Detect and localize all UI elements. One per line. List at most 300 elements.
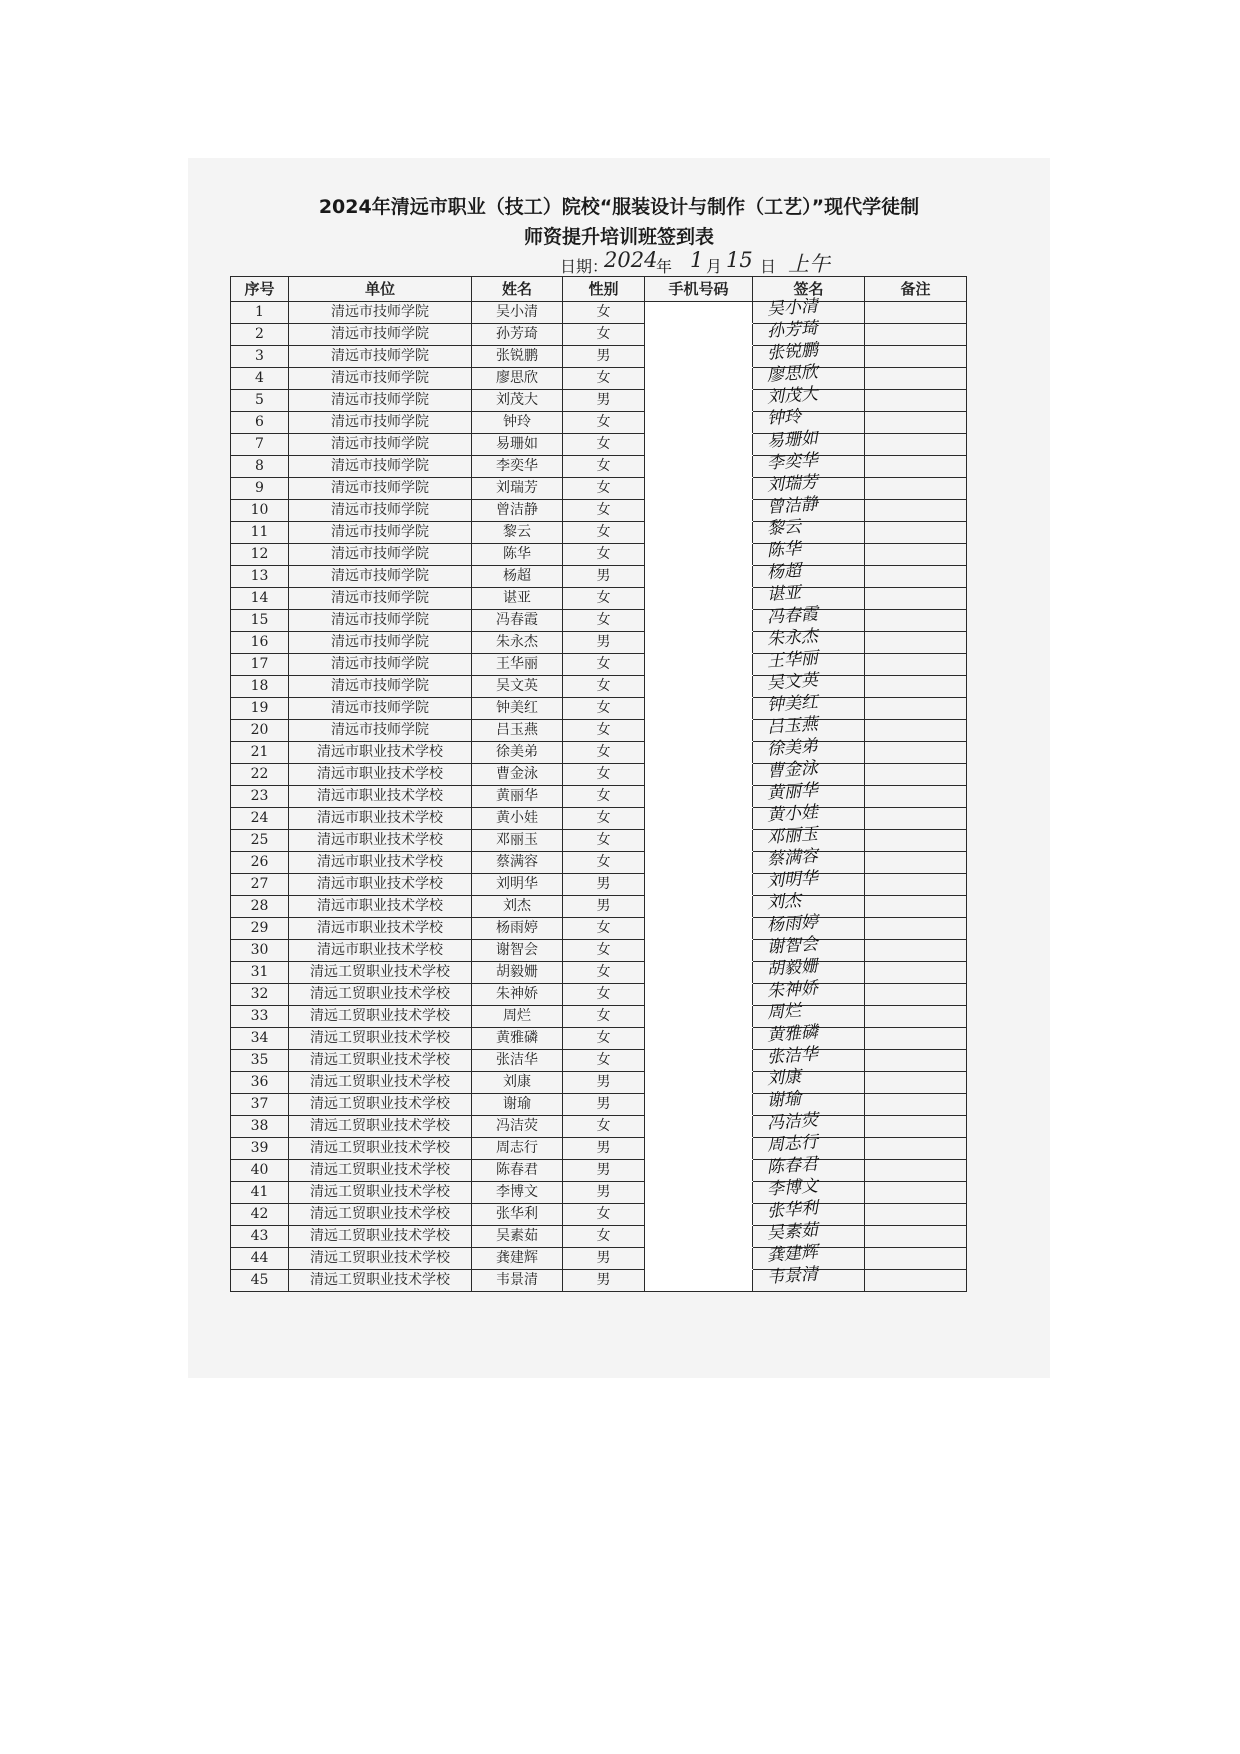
row-remarks xyxy=(865,1160,967,1182)
row-name: 冯春霞 xyxy=(472,610,563,632)
row-signature-cell xyxy=(753,868,865,896)
table-row xyxy=(231,962,967,984)
row-signature-cell xyxy=(753,670,865,698)
row-gender: 女 xyxy=(563,456,645,478)
row-unit: 清远工贸职业技术学校 xyxy=(289,1160,472,1182)
row-name: 黄雅磷 xyxy=(472,1028,563,1050)
row-remarks xyxy=(865,456,967,478)
row-remarks xyxy=(865,830,967,852)
row-signature-cell xyxy=(753,538,865,566)
row-index: 29 xyxy=(231,918,289,940)
row-index: 4 xyxy=(231,368,289,390)
row-phone xyxy=(645,1138,753,1160)
row-unit: 清远市职业技术学校 xyxy=(289,852,472,874)
row-unit: 清远市职业技术学校 xyxy=(289,742,472,764)
row-remarks xyxy=(865,1050,967,1072)
table-row xyxy=(231,1006,967,1028)
handwritten-signature: 周志行 xyxy=(766,1132,819,1156)
row-gender: 女 xyxy=(563,544,645,566)
row-signature-cell xyxy=(753,758,865,786)
row-index: 15 xyxy=(231,610,289,632)
row-gender: 男 xyxy=(563,874,645,896)
row-remarks xyxy=(865,1270,967,1292)
row-gender: 女 xyxy=(563,434,645,456)
row-signature-cell xyxy=(753,1242,865,1270)
table-body xyxy=(231,296,967,1292)
row-index: 42 xyxy=(231,1204,289,1226)
row-name: 陈春君 xyxy=(472,1160,563,1182)
row-name: 钟玲 xyxy=(472,412,563,434)
row-remarks xyxy=(865,698,967,720)
row-unit: 清远市技师学院 xyxy=(289,390,472,412)
row-remarks xyxy=(865,522,967,544)
row-unit: 清远市技师学院 xyxy=(289,588,472,610)
row-index: 30 xyxy=(231,940,289,962)
row-unit: 清远市技师学院 xyxy=(289,456,472,478)
row-remarks xyxy=(865,720,967,742)
row-unit: 清远工贸职业技术学校 xyxy=(289,1050,472,1072)
row-phone xyxy=(645,368,753,390)
row-name: 朱神娇 xyxy=(472,984,563,1006)
table-row xyxy=(231,1094,967,1116)
handwritten-signature: 李奕华 xyxy=(766,450,819,474)
handwritten-signature: 吕玉燕 xyxy=(766,714,819,738)
row-name: 谢瑜 xyxy=(472,1094,563,1116)
row-index: 7 xyxy=(231,434,289,456)
table-row xyxy=(231,346,967,368)
row-signature-cell xyxy=(753,1066,865,1094)
row-phone xyxy=(645,478,753,500)
table-row xyxy=(231,1138,967,1160)
row-index: 9 xyxy=(231,478,289,500)
row-phone xyxy=(645,720,753,742)
handwritten-signature: 陈华 xyxy=(766,538,802,562)
row-name: 张洁华 xyxy=(472,1050,563,1072)
table-row xyxy=(231,742,967,764)
row-phone xyxy=(645,808,753,830)
table-row xyxy=(231,1204,967,1226)
row-index: 10 xyxy=(231,500,289,522)
row-name: 廖思欣 xyxy=(472,368,563,390)
table-row xyxy=(231,412,967,434)
row-gender: 女 xyxy=(563,720,645,742)
handwritten-signature: 刘杰 xyxy=(766,890,802,914)
row-unit: 清远市技师学院 xyxy=(289,654,472,676)
row-gender: 女 xyxy=(563,786,645,808)
row-name: 吴素茹 xyxy=(472,1226,563,1248)
row-remarks xyxy=(865,764,967,786)
row-signature-cell xyxy=(753,516,865,544)
row-index: 34 xyxy=(231,1028,289,1050)
row-signature-cell xyxy=(753,340,865,368)
handwritten-signature: 胡毅姗 xyxy=(766,956,819,980)
row-gender: 女 xyxy=(563,676,645,698)
row-unit: 清远市职业技术学校 xyxy=(289,808,472,830)
table-row xyxy=(231,368,967,390)
row-phone xyxy=(645,830,753,852)
table-row xyxy=(231,676,967,698)
date-label: 日期： xyxy=(560,257,609,276)
row-remarks xyxy=(865,1226,967,1248)
handwritten-signature: 韦景清 xyxy=(766,1264,819,1288)
row-remarks xyxy=(865,368,967,390)
handwritten-signature: 曾洁静 xyxy=(766,494,819,518)
row-remarks xyxy=(865,566,967,588)
header-unit: 单位 xyxy=(289,277,472,302)
row-signature-cell xyxy=(753,1000,865,1028)
row-signature-cell xyxy=(753,318,865,346)
handwritten-signature: 刘明华 xyxy=(766,868,819,892)
row-phone xyxy=(645,1182,753,1204)
row-signature-cell xyxy=(753,978,865,1006)
row-remarks xyxy=(865,1072,967,1094)
table-row xyxy=(231,324,967,346)
handwritten-signature: 刘康 xyxy=(766,1066,802,1090)
row-signature-cell xyxy=(753,934,865,962)
row-phone xyxy=(645,698,753,720)
row-phone xyxy=(645,1072,753,1094)
row-remarks xyxy=(865,390,967,412)
row-name: 朱永杰 xyxy=(472,632,563,654)
row-phone xyxy=(645,390,753,412)
row-unit: 清远市职业技术学校 xyxy=(289,830,472,852)
row-name: 张锐鹏 xyxy=(472,346,563,368)
handwritten-signature: 易珊如 xyxy=(766,428,819,452)
row-index: 25 xyxy=(231,830,289,852)
row-unit: 清远市技师学院 xyxy=(289,324,472,346)
table-row xyxy=(231,1270,967,1292)
row-index: 3 xyxy=(231,346,289,368)
row-name: 曹金泳 xyxy=(472,764,563,786)
row-signature-cell xyxy=(753,450,865,478)
row-phone xyxy=(645,588,753,610)
row-gender: 女 xyxy=(563,984,645,1006)
row-phone xyxy=(645,742,753,764)
row-signature-cell xyxy=(753,824,865,852)
document-title xyxy=(188,192,1050,252)
row-unit: 清远市技师学院 xyxy=(289,610,472,632)
row-phone xyxy=(645,522,753,544)
row-name: 邓丽玉 xyxy=(472,830,563,852)
row-gender: 女 xyxy=(563,1050,645,1072)
row-unit: 清远市职业技术学校 xyxy=(289,940,472,962)
row-name: 黄丽华 xyxy=(472,786,563,808)
row-signature-cell xyxy=(753,428,865,456)
handwritten-signature: 杨雨婷 xyxy=(766,912,819,936)
row-index: 13 xyxy=(231,566,289,588)
row-remarks xyxy=(865,874,967,896)
row-name: 王华丽 xyxy=(472,654,563,676)
row-name: 吕玉燕 xyxy=(472,720,563,742)
row-index: 11 xyxy=(231,522,289,544)
row-unit: 清远工贸职业技术学校 xyxy=(289,962,472,984)
row-signature-cell xyxy=(753,472,865,500)
handwritten-signature: 谢智会 xyxy=(766,934,819,958)
row-index: 20 xyxy=(231,720,289,742)
table-row xyxy=(231,764,967,786)
table-header-row xyxy=(231,277,967,302)
row-remarks xyxy=(865,324,967,346)
handwritten-signature: 刘茂大 xyxy=(766,384,819,408)
table-row xyxy=(231,1160,967,1182)
row-index: 41 xyxy=(231,1182,289,1204)
row-remarks xyxy=(865,1094,967,1116)
row-unit: 清远市技师学院 xyxy=(289,632,472,654)
row-gender: 男 xyxy=(563,1270,645,1292)
row-unit: 清远工贸职业技术学校 xyxy=(289,1116,472,1138)
table-row xyxy=(231,500,967,522)
row-remarks xyxy=(865,896,967,918)
handwritten-signature: 黎云 xyxy=(766,516,802,540)
row-gender: 女 xyxy=(563,1226,645,1248)
handwritten-signature: 蔡满容 xyxy=(766,846,819,870)
table-row xyxy=(231,808,967,830)
date-month-unit: 月 xyxy=(706,257,723,276)
row-remarks xyxy=(865,742,967,764)
row-signature-cell xyxy=(753,802,865,830)
row-gender: 男 xyxy=(563,346,645,368)
row-gender: 女 xyxy=(563,588,645,610)
table-row xyxy=(231,544,967,566)
handwritten-signature: 邓丽玉 xyxy=(766,824,819,848)
row-remarks xyxy=(865,302,967,324)
row-index: 6 xyxy=(231,412,289,434)
row-remarks xyxy=(865,434,967,456)
row-signature-cell xyxy=(753,494,865,522)
row-signature-cell xyxy=(753,604,865,632)
handwritten-signature: 吴文英 xyxy=(766,670,819,694)
date-day: 15 xyxy=(726,248,753,272)
table-row xyxy=(231,1182,967,1204)
table-row xyxy=(231,1226,967,1248)
row-unit: 清远市技师学院 xyxy=(289,698,472,720)
header-name: 姓名 xyxy=(472,277,563,302)
row-name: 刘杰 xyxy=(472,896,563,918)
row-unit: 清远市技师学院 xyxy=(289,676,472,698)
row-remarks xyxy=(865,412,967,434)
row-signature-cell xyxy=(753,1044,865,1072)
row-phone xyxy=(645,632,753,654)
row-index: 39 xyxy=(231,1138,289,1160)
row-phone xyxy=(645,324,753,346)
row-phone xyxy=(645,764,753,786)
row-unit: 清远工贸职业技术学校 xyxy=(289,1270,472,1292)
row-unit: 清远市技师学院 xyxy=(289,302,472,324)
row-name: 周志行 xyxy=(472,1138,563,1160)
row-unit: 清远市职业技术学校 xyxy=(289,874,472,896)
date-month: 1 xyxy=(690,248,704,272)
header-remarks: 备注 xyxy=(865,277,967,302)
row-unit: 清远市技师学院 xyxy=(289,478,472,500)
table-row xyxy=(231,610,967,632)
row-index: 17 xyxy=(231,654,289,676)
table-row xyxy=(231,786,967,808)
row-phone xyxy=(645,456,753,478)
handwritten-signature: 朱神娇 xyxy=(766,978,819,1002)
row-name: 黄小娃 xyxy=(472,808,563,830)
row-phone xyxy=(645,500,753,522)
handwritten-signature: 黄雅磷 xyxy=(766,1022,819,1046)
row-signature-cell xyxy=(753,560,865,588)
handwritten-signature: 刘瑞芳 xyxy=(766,472,819,496)
handwritten-signature: 徐美弟 xyxy=(766,736,819,760)
table-row xyxy=(231,390,967,412)
row-signature-cell xyxy=(753,296,865,324)
date-period: 上午 xyxy=(788,252,830,276)
row-signature-cell xyxy=(753,582,865,610)
handwritten-signature: 陈春君 xyxy=(766,1154,819,1178)
row-remarks xyxy=(865,500,967,522)
row-unit: 清远市技师学院 xyxy=(289,544,472,566)
row-signature-cell xyxy=(753,1132,865,1160)
row-unit: 清远工贸职业技术学校 xyxy=(289,1094,472,1116)
header-signature: 签名 xyxy=(753,277,865,302)
row-unit: 清远市技师学院 xyxy=(289,346,472,368)
row-gender: 男 xyxy=(563,1094,645,1116)
row-gender: 女 xyxy=(563,302,645,324)
title-line-1: 2024年清远市职业（技工）院校“服装设计与制作（工艺）”现代学徒制 xyxy=(318,196,920,218)
row-name: 谢智会 xyxy=(472,940,563,962)
row-index: 44 xyxy=(231,1248,289,1270)
table-row xyxy=(231,478,967,500)
row-gender: 女 xyxy=(563,830,645,852)
row-signature-cell xyxy=(753,780,865,808)
header-gender: 性别 xyxy=(563,277,645,302)
row-remarks xyxy=(865,1006,967,1028)
row-phone xyxy=(645,676,753,698)
row-phone xyxy=(645,302,753,324)
row-phone xyxy=(645,1116,753,1138)
row-remarks xyxy=(865,676,967,698)
handwritten-signature: 张锐鹏 xyxy=(766,340,819,364)
row-name: 李奕华 xyxy=(472,456,563,478)
row-phone xyxy=(645,918,753,940)
row-phone xyxy=(645,412,753,434)
row-phone xyxy=(645,654,753,676)
row-gender: 女 xyxy=(563,412,645,434)
date-year: 2024 xyxy=(604,248,658,272)
row-unit: 清远工贸职业技术学校 xyxy=(289,1226,472,1248)
row-remarks xyxy=(865,1204,967,1226)
row-gender: 女 xyxy=(563,698,645,720)
row-gender: 女 xyxy=(563,940,645,962)
table-row xyxy=(231,720,967,742)
handwritten-signature: 吴素茹 xyxy=(766,1220,819,1244)
row-unit: 清远市职业技术学校 xyxy=(289,786,472,808)
row-index: 31 xyxy=(231,962,289,984)
row-name: 刘瑞芳 xyxy=(472,478,563,500)
table-row xyxy=(231,698,967,720)
row-signature-cell xyxy=(753,736,865,764)
row-phone xyxy=(645,1050,753,1072)
row-unit: 清远工贸职业技术学校 xyxy=(289,1182,472,1204)
row-index: 5 xyxy=(231,390,289,412)
row-signature-cell xyxy=(753,846,865,874)
row-phone xyxy=(645,1028,753,1050)
row-phone xyxy=(645,940,753,962)
row-phone xyxy=(645,984,753,1006)
row-phone xyxy=(645,1006,753,1028)
row-remarks xyxy=(865,940,967,962)
row-index: 18 xyxy=(231,676,289,698)
row-index: 21 xyxy=(231,742,289,764)
handwritten-signature: 黄丽华 xyxy=(766,780,819,804)
row-signature-cell xyxy=(753,1110,865,1138)
row-remarks xyxy=(865,346,967,368)
handwritten-signature: 吴小清 xyxy=(766,296,819,320)
row-signature-cell xyxy=(753,1220,865,1248)
handwritten-signature: 王华丽 xyxy=(766,648,819,672)
handwritten-signature: 李博文 xyxy=(766,1176,819,1200)
row-phone xyxy=(645,1204,753,1226)
row-gender: 男 xyxy=(563,1160,645,1182)
row-phone xyxy=(645,896,753,918)
handwritten-signature: 廖思欣 xyxy=(766,362,819,386)
row-gender: 女 xyxy=(563,478,645,500)
row-index: 45 xyxy=(231,1270,289,1292)
row-signature-cell xyxy=(753,648,865,676)
table-row xyxy=(231,940,967,962)
row-unit: 清远市职业技术学校 xyxy=(289,918,472,940)
row-name: 蔡满容 xyxy=(472,852,563,874)
table-row xyxy=(231,1050,967,1072)
row-gender: 男 xyxy=(563,896,645,918)
row-gender: 女 xyxy=(563,1204,645,1226)
row-phone xyxy=(645,434,753,456)
row-unit: 清远工贸职业技术学校 xyxy=(289,1204,472,1226)
row-phone xyxy=(645,346,753,368)
handwritten-signature: 黄小娃 xyxy=(766,802,819,826)
row-name: 周烂 xyxy=(472,1006,563,1028)
row-gender: 女 xyxy=(563,852,645,874)
row-name: 杨雨婷 xyxy=(472,918,563,940)
row-index: 2 xyxy=(231,324,289,346)
row-unit: 清远市职业技术学校 xyxy=(289,896,472,918)
row-gender: 男 xyxy=(563,390,645,412)
row-remarks xyxy=(865,1138,967,1160)
row-gender: 女 xyxy=(563,368,645,390)
row-signature-cell xyxy=(753,692,865,720)
row-unit: 清远市技师学院 xyxy=(289,522,472,544)
row-remarks xyxy=(865,1248,967,1270)
table-row xyxy=(231,1248,967,1270)
handwritten-signature: 杨超 xyxy=(766,560,802,584)
row-name: 陈华 xyxy=(472,544,563,566)
row-signature-cell xyxy=(753,1198,865,1226)
handwritten-signature: 钟玲 xyxy=(766,406,802,430)
row-remarks xyxy=(865,852,967,874)
date-year-unit: 年 xyxy=(656,257,673,276)
row-name: 杨超 xyxy=(472,566,563,588)
row-name: 刘茂大 xyxy=(472,390,563,412)
row-gender: 女 xyxy=(563,1006,645,1028)
row-name: 孙芳琦 xyxy=(472,324,563,346)
table-row xyxy=(231,566,967,588)
row-name: 吴文英 xyxy=(472,676,563,698)
table-row xyxy=(231,896,967,918)
table-row xyxy=(231,1028,967,1050)
row-index: 24 xyxy=(231,808,289,830)
handwritten-signature: 曹金泳 xyxy=(766,758,819,782)
row-index: 8 xyxy=(231,456,289,478)
row-unit: 清远市技师学院 xyxy=(289,412,472,434)
table-row xyxy=(231,302,967,324)
table-row xyxy=(231,632,967,654)
row-index: 38 xyxy=(231,1116,289,1138)
row-name: 徐美弟 xyxy=(472,742,563,764)
row-signature-cell xyxy=(753,384,865,412)
row-unit: 清远工贸职业技术学校 xyxy=(289,1006,472,1028)
